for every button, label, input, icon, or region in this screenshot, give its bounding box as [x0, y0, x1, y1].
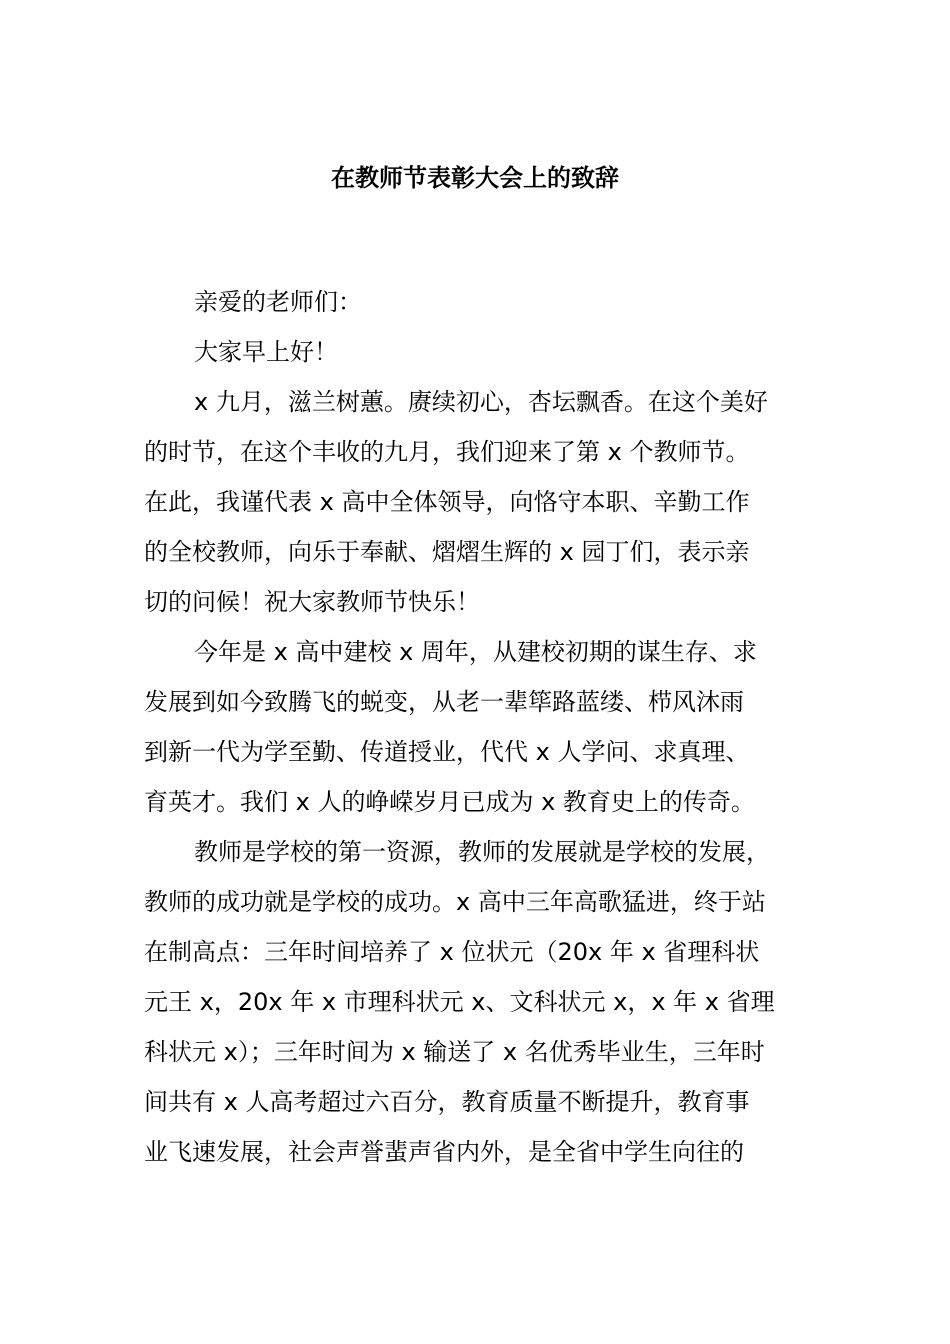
paragraph-line: 切的问候！祝大家教师节快乐！ [144, 588, 480, 616]
paragraph-line: 发展到如今致腾飞的蜕变，从老一辈筚路蓝缕、栉风沐雨 [144, 688, 744, 716]
paragraph-line: 间共有 x 人高考超过六百分，教育质量不断提升，教育事 [144, 1088, 750, 1116]
paragraph-line: 今年是 x 高中建校 x 周年，从建校初期的谋生存、求 [194, 638, 757, 666]
paragraph-line: 的全校教师，向乐于奉献、熠熠生辉的 x 园丁们，表示亲 [144, 538, 750, 566]
paragraph-line: 业飞速发展，社会声誉蜚声省内外，是全省中学生向往的 [144, 1138, 744, 1166]
paragraph-line: 育英才。我们 x 人的峥嵘岁月已成为 x 教育史上的传奇。 [144, 788, 755, 816]
greeting-line: 大家早上好！ [194, 338, 338, 366]
paragraph-line: 科状元 x）；三年时间为 x 输送了 x 名优秀毕业生，三年时 [144, 1038, 765, 1066]
paragraph-line: 到新一代为学至勤、传道授业，代代 x 人学问、求真理、 [144, 738, 750, 766]
paragraph-line: 教师是学校的第一资源，教师的发展就是学校的发展， [194, 838, 770, 866]
paragraph-line: 元王 x，20x 年 x 市理科状元 x、文科状元 x，x 年 x 省理 [144, 988, 775, 1016]
paragraph-line: 在此，我谨代表 x 高中全体领导，向恪守本职、辛勤工作 [144, 488, 750, 516]
salutation-line: 亲爱的老师们： [194, 288, 362, 316]
document-title: 在教师节表彰大会上的致辞 [331, 164, 619, 192]
paragraph-line: x 九月，滋兰树蕙。赓续初心，杏坛飘香。在这个美好 [194, 388, 768, 416]
document-body [144, 277, 824, 1177]
paragraph-line: 在制高点：三年时间培养了 x 位状元（20x 年 x 省理科状 [144, 938, 760, 966]
paragraph-line: 的时节，在这个丰收的九月，我们迎来了第 x 个教师节。 [144, 438, 750, 466]
paragraph-line: 教师的成功就是学校的成功。x 高中三年高歌猛进，终于站 [144, 888, 766, 916]
